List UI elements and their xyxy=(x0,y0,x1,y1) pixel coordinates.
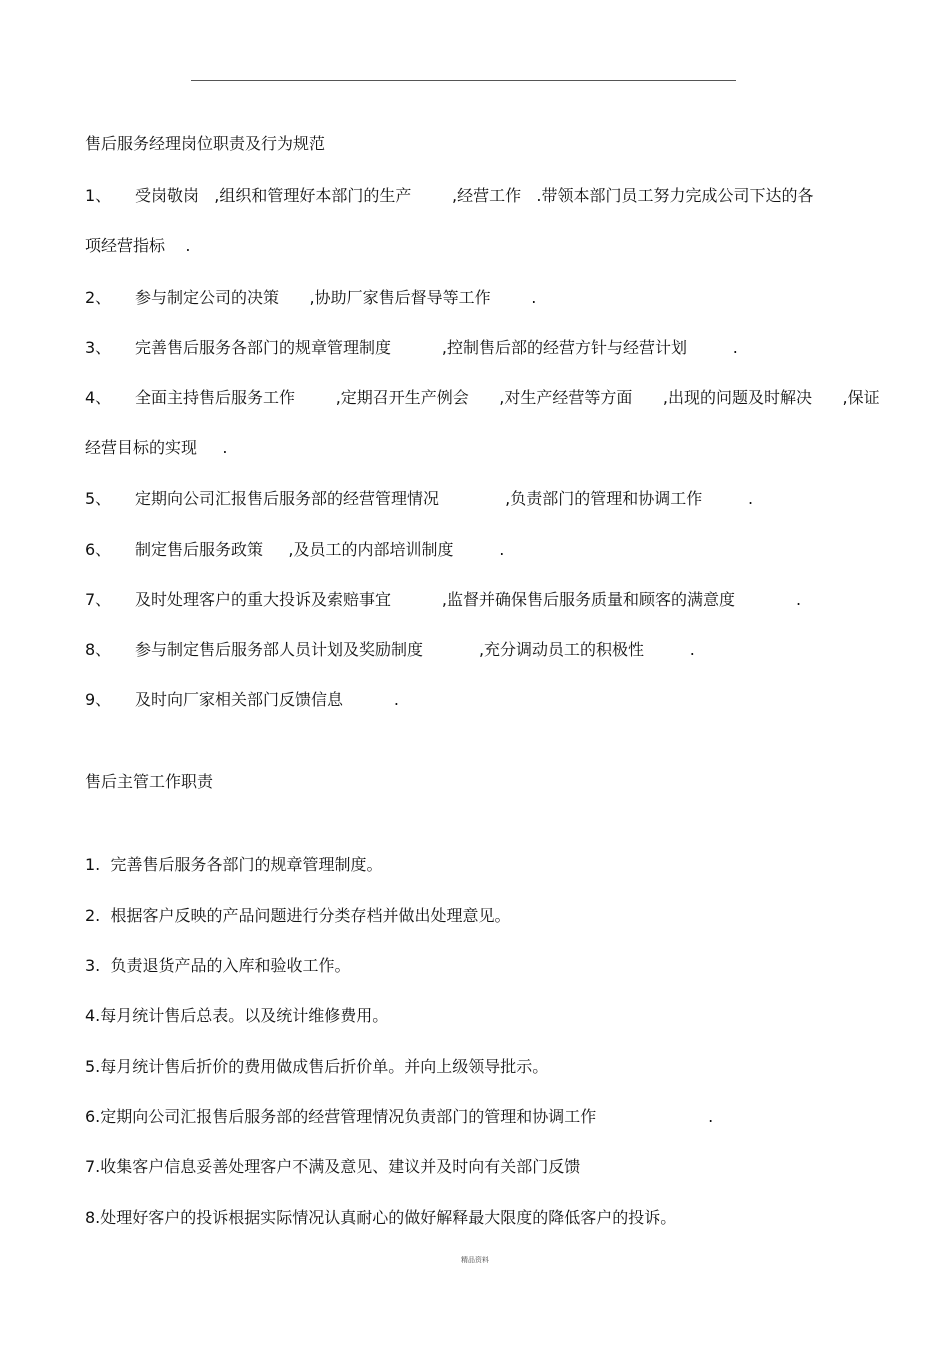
supervisor-item-4: 4.每月统计售后总表。以及统计维修费用。 xyxy=(85,1006,389,1025)
duty-item-7 xyxy=(85,590,801,610)
item-text: 定期向公司汇报售后服务部的经营管理情况 ,负责部门的管理和协调工作 . xyxy=(135,489,754,508)
item-number: 4、 xyxy=(85,388,112,407)
item-number: 9、 xyxy=(85,690,112,709)
item-text: 及时向厂家相关部门反馈信息 . xyxy=(135,690,399,709)
duty-item-4-continued xyxy=(85,438,228,458)
supervisor-item-8: 8.处理好客户的投诉根据实际情况认真耐心的做好解释最大限度的降低客户的投诉。 xyxy=(85,1208,677,1227)
item-text: 经营目标的实现 . xyxy=(85,438,228,457)
item-text: 参与制定售后服务部人员计划及奖励制度 ,充分调动员工的积极性 . xyxy=(135,640,695,659)
duty-item-8 xyxy=(85,640,695,660)
item-number: 8、 xyxy=(85,640,112,659)
header-rule xyxy=(191,80,736,81)
item-number: 5、 xyxy=(85,489,112,508)
item-text: 全面主持售后服务工作 ,定期召开生产例会 ,对生产经营等方面 ,出现的问题及时解决 ,保证 xyxy=(135,388,880,407)
duty-item-1-continued xyxy=(85,236,190,256)
supervisor-item-5: 5.每月统计售后折价的费用做成售后折价单。并向上级领导批示。 xyxy=(85,1057,549,1076)
supervisor-item-2: 2. 根据客户反映的产品问题进行分类存档并做出处理意见。 xyxy=(85,906,511,925)
item-number: 1、 xyxy=(85,186,112,205)
item-number: 2、 xyxy=(85,288,112,307)
duty-item-3 xyxy=(85,338,738,358)
item-text: 完善售后服务各部门的规章管理制度 ,控制售后部的经营方针与经营计划 . xyxy=(135,338,738,357)
duty-item-2 xyxy=(85,288,536,308)
item-text: 制定售后服务政策 ,及员工的内部培训制度 . xyxy=(135,540,505,559)
item-text: 项经营指标 . xyxy=(85,236,191,255)
section1-title: 售后服务经理岗位职责及行为规范 xyxy=(85,134,326,153)
page-footer: 精品资料 xyxy=(461,1256,489,1264)
duty-item-1 xyxy=(85,186,813,206)
item-number: 7、 xyxy=(85,590,112,609)
item-text: 及时处理客户的重大投诉及索赔事宜 ,监督并确保售后服务质量和顾客的满意度 . xyxy=(135,590,802,609)
supervisor-item-3: 3. 负责退货产品的入库和验收工作。 xyxy=(85,956,351,975)
item-number: 3、 xyxy=(85,338,112,357)
duty-item-4 xyxy=(85,388,880,408)
duty-item-6 xyxy=(85,540,504,560)
section2-title: 售后主管工作职责 xyxy=(85,772,214,791)
supervisor-item-1: 1. 完善售后服务各部门的规章管理制度。 xyxy=(85,855,383,874)
item-number: 6、 xyxy=(85,540,112,559)
supervisor-item-7: 7.收集客户信息妥善处理客户不满及意见、建议并及时向有关部门反馈 xyxy=(85,1157,581,1176)
supervisor-item-6: 6.定期向公司汇报售后服务部的经营管理情况负责部门的管理和协调工作 . xyxy=(85,1107,714,1126)
item-text: 参与制定公司的决策 ,协助厂家售后督导等工作 . xyxy=(135,288,537,307)
item-text: 受岗敬岗 ,组织和管理好本部门的生产 ,经营工作 .带领本部门员工努力完成公司下达的各 xyxy=(135,186,814,205)
duty-item-9 xyxy=(85,690,399,710)
duty-item-5 xyxy=(85,489,753,509)
